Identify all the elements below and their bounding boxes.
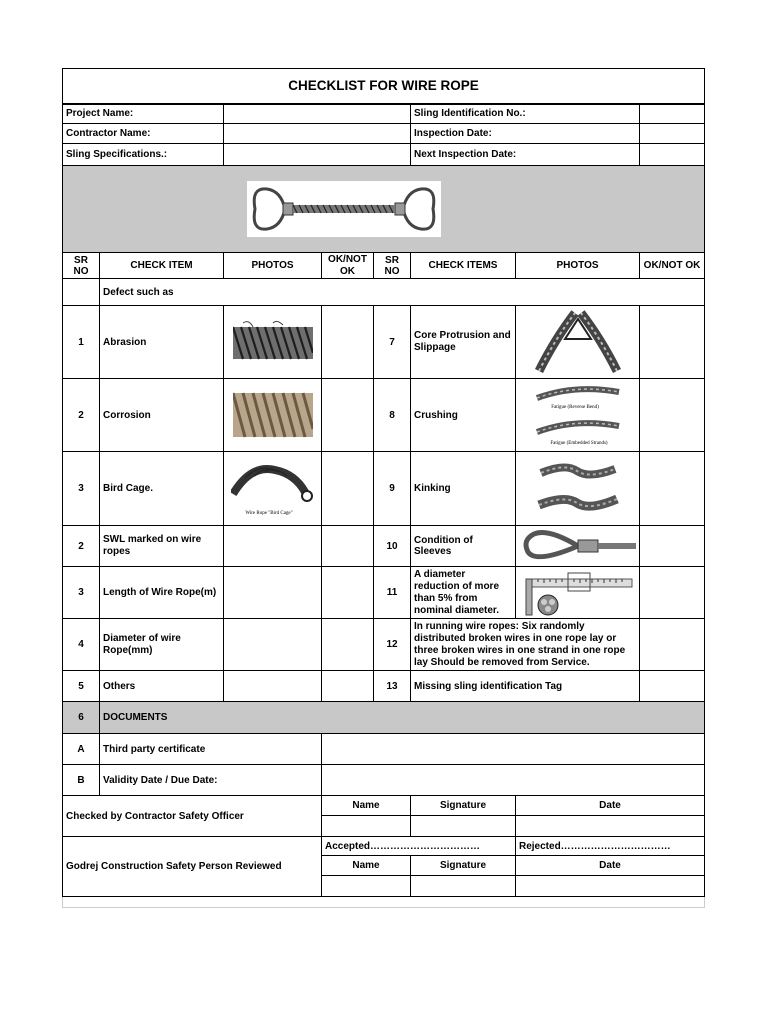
row-sr-left: 1 [63, 306, 100, 379]
sleeve-image [518, 526, 638, 566]
row-ok-right[interactable] [640, 379, 705, 452]
header-photos-right: PHOTOS [516, 253, 640, 279]
row-sr-right: 9 [374, 452, 411, 526]
kinking-photo [516, 452, 640, 526]
wire-rope-checklist [62, 68, 705, 908]
row-item-right: Condition of Sleeves [411, 526, 516, 567]
reviewed-signature-field[interactable] [411, 876, 516, 897]
project-name-field[interactable] [224, 104, 411, 124]
reviewed-date-header: Date [516, 856, 705, 876]
crushing-rope-image [535, 382, 621, 448]
row-item-right: In running wire ropes: Six randomly distributed broken wires in one rope lay or three broken wires in one strand in one rope lay Should be removed from Service. [411, 619, 640, 671]
row-ok-right[interactable] [640, 567, 705, 619]
bird-cage-caption: Wire Rope "Bird Cage" [244, 510, 293, 516]
row-item-left: Diameter of wire Rope(mm) [100, 619, 224, 671]
row-item-left: Corrosion [100, 379, 224, 452]
row-sr-right: 10 [374, 526, 411, 567]
page-title: CHECKLIST FOR WIRE ROPE [63, 69, 705, 104]
document-sr: A [63, 734, 100, 765]
core-protrusion-image [535, 309, 621, 375]
row-photo-left-blank [224, 619, 322, 671]
row-item-left: SWL marked on wire ropes [100, 526, 224, 567]
bird-cage-image [231, 458, 315, 520]
header-ok-not-ok: OK/NOT OK [322, 253, 374, 279]
footer-strip [63, 897, 705, 908]
crushing-caption-bottom: Fatigue (Embedded Strands) [549, 441, 608, 446]
document-label: Third party certificate [100, 734, 322, 765]
row-photo-left-blank [224, 671, 322, 702]
row-ok-left[interactable] [322, 619, 374, 671]
row-sr-left: 2 [63, 379, 100, 452]
abrasion-rope-image [233, 319, 313, 365]
row-ok-left[interactable] [322, 379, 374, 452]
row-sr-left: 4 [63, 619, 100, 671]
row-ok-right[interactable] [640, 452, 705, 526]
row-item-left: Abrasion [100, 306, 224, 379]
next-inspection-date-label: Next Inspection Date: [411, 144, 640, 166]
row-ok-right[interactable] [640, 306, 705, 379]
row-item-right: Missing sling identification Tag [411, 671, 640, 702]
documents-sr: 6 [63, 702, 100, 734]
reviewed-name-header: Name [322, 856, 411, 876]
checked-signature-field[interactable] [411, 816, 516, 837]
crushing-photo [516, 379, 640, 452]
row-sr-left: 3 [63, 567, 100, 619]
corrosion-rope-image [233, 389, 313, 441]
header-ok-not-ok-right: OK/NOT OK [640, 253, 705, 279]
row-ok-left[interactable] [322, 567, 374, 619]
checked-by-label: Checked by Contractor Safety Officer [63, 796, 322, 837]
row-item-right: Kinking [411, 452, 516, 526]
defect-label: Defect such as [100, 279, 705, 306]
reviewed-date-field[interactable] [516, 876, 705, 897]
sling-specifications-label: Sling Specifications.: [63, 144, 224, 166]
checked-signature-header: Signature [411, 796, 516, 816]
header-check-item: CHECK ITEM [100, 253, 224, 279]
row-ok-left[interactable] [322, 306, 374, 379]
sling-illustration-band [63, 166, 705, 253]
crushing-caption-top: Fatigue (Reverse Bend) [550, 405, 599, 410]
contractor-name-label: Contractor Name: [63, 124, 224, 144]
corrosion-photo [224, 379, 322, 452]
row-sr-left: 5 [63, 671, 100, 702]
header-sr-no-right: SR NO [374, 253, 411, 279]
checked-date-header: Date [516, 796, 705, 816]
checked-date-field[interactable] [516, 816, 705, 837]
row-ok-right[interactable] [640, 526, 705, 567]
document-sr: B [63, 765, 100, 796]
reviewed-by-label: Godrej Construction Safety Person Reviewed [63, 837, 322, 897]
row-sr-right: 12 [374, 619, 411, 671]
row-sr-right: 11 [374, 567, 411, 619]
header-check-items-right: CHECK ITEMS [411, 253, 516, 279]
sleeves-photo [516, 526, 640, 567]
row-item-left: Length of Wire Rope(m) [100, 567, 224, 619]
header-photos: PHOTOS [224, 253, 322, 279]
project-name-label: Project Name: [63, 104, 224, 124]
accepted-option[interactable]: Accepted…………………………… [322, 837, 516, 856]
document-field[interactable] [322, 734, 705, 765]
row-item-right: Core Protrusion and Slippage [411, 306, 516, 379]
row-item-left: Bird Cage. [100, 452, 224, 526]
diameter-photo [516, 567, 640, 619]
document-label: Validity Date / Due Date: [100, 765, 322, 796]
abrasion-photo [224, 306, 322, 379]
wire-rope-sling-image [247, 181, 441, 237]
contractor-name-field[interactable] [224, 124, 411, 144]
core-protrusion-photo [516, 306, 640, 379]
row-ok-left[interactable] [322, 671, 374, 702]
row-ok-left[interactable] [322, 452, 374, 526]
row-sr-right: 13 [374, 671, 411, 702]
row-photo-left-blank [224, 567, 322, 619]
sling-specifications-field[interactable] [224, 144, 411, 166]
bird-cage-photo [224, 452, 322, 526]
row-sr-right: 8 [374, 379, 411, 452]
next-inspection-date-field[interactable] [640, 144, 705, 166]
document-field[interactable] [322, 765, 705, 796]
row-item-left: Others [100, 671, 224, 702]
inspection-date-label: Inspection Date: [411, 124, 640, 144]
row-ok-right[interactable] [640, 619, 705, 671]
sling-id-label: Sling Identification No.: [411, 104, 640, 124]
reviewed-name-field[interactable] [322, 876, 411, 897]
checked-name-field[interactable] [322, 816, 411, 837]
row-item-right: Crushing [411, 379, 516, 452]
checked-name-header: Name [322, 796, 411, 816]
row-photo-left-blank [224, 526, 322, 567]
row-sr-left: 3 [63, 452, 100, 526]
sling-id-field[interactable] [640, 104, 705, 124]
rejected-option[interactable]: Rejected…………………………… [516, 837, 705, 856]
row-sr-left: 2 [63, 526, 100, 567]
documents-heading: DOCUMENTS [100, 702, 705, 734]
defect-sr-blank [63, 279, 100, 306]
row-ok-right[interactable] [640, 671, 705, 702]
row-ok-left[interactable] [322, 526, 374, 567]
caliper-image [522, 569, 634, 617]
row-sr-right: 7 [374, 306, 411, 379]
row-item-right: A diameter reduction of more than 5% from nominal diameter. [411, 567, 516, 619]
header-sr-no: SR NO [63, 253, 100, 279]
kinking-image [535, 459, 621, 519]
reviewed-signature-header: Signature [411, 856, 516, 876]
inspection-date-field[interactable] [640, 124, 705, 144]
